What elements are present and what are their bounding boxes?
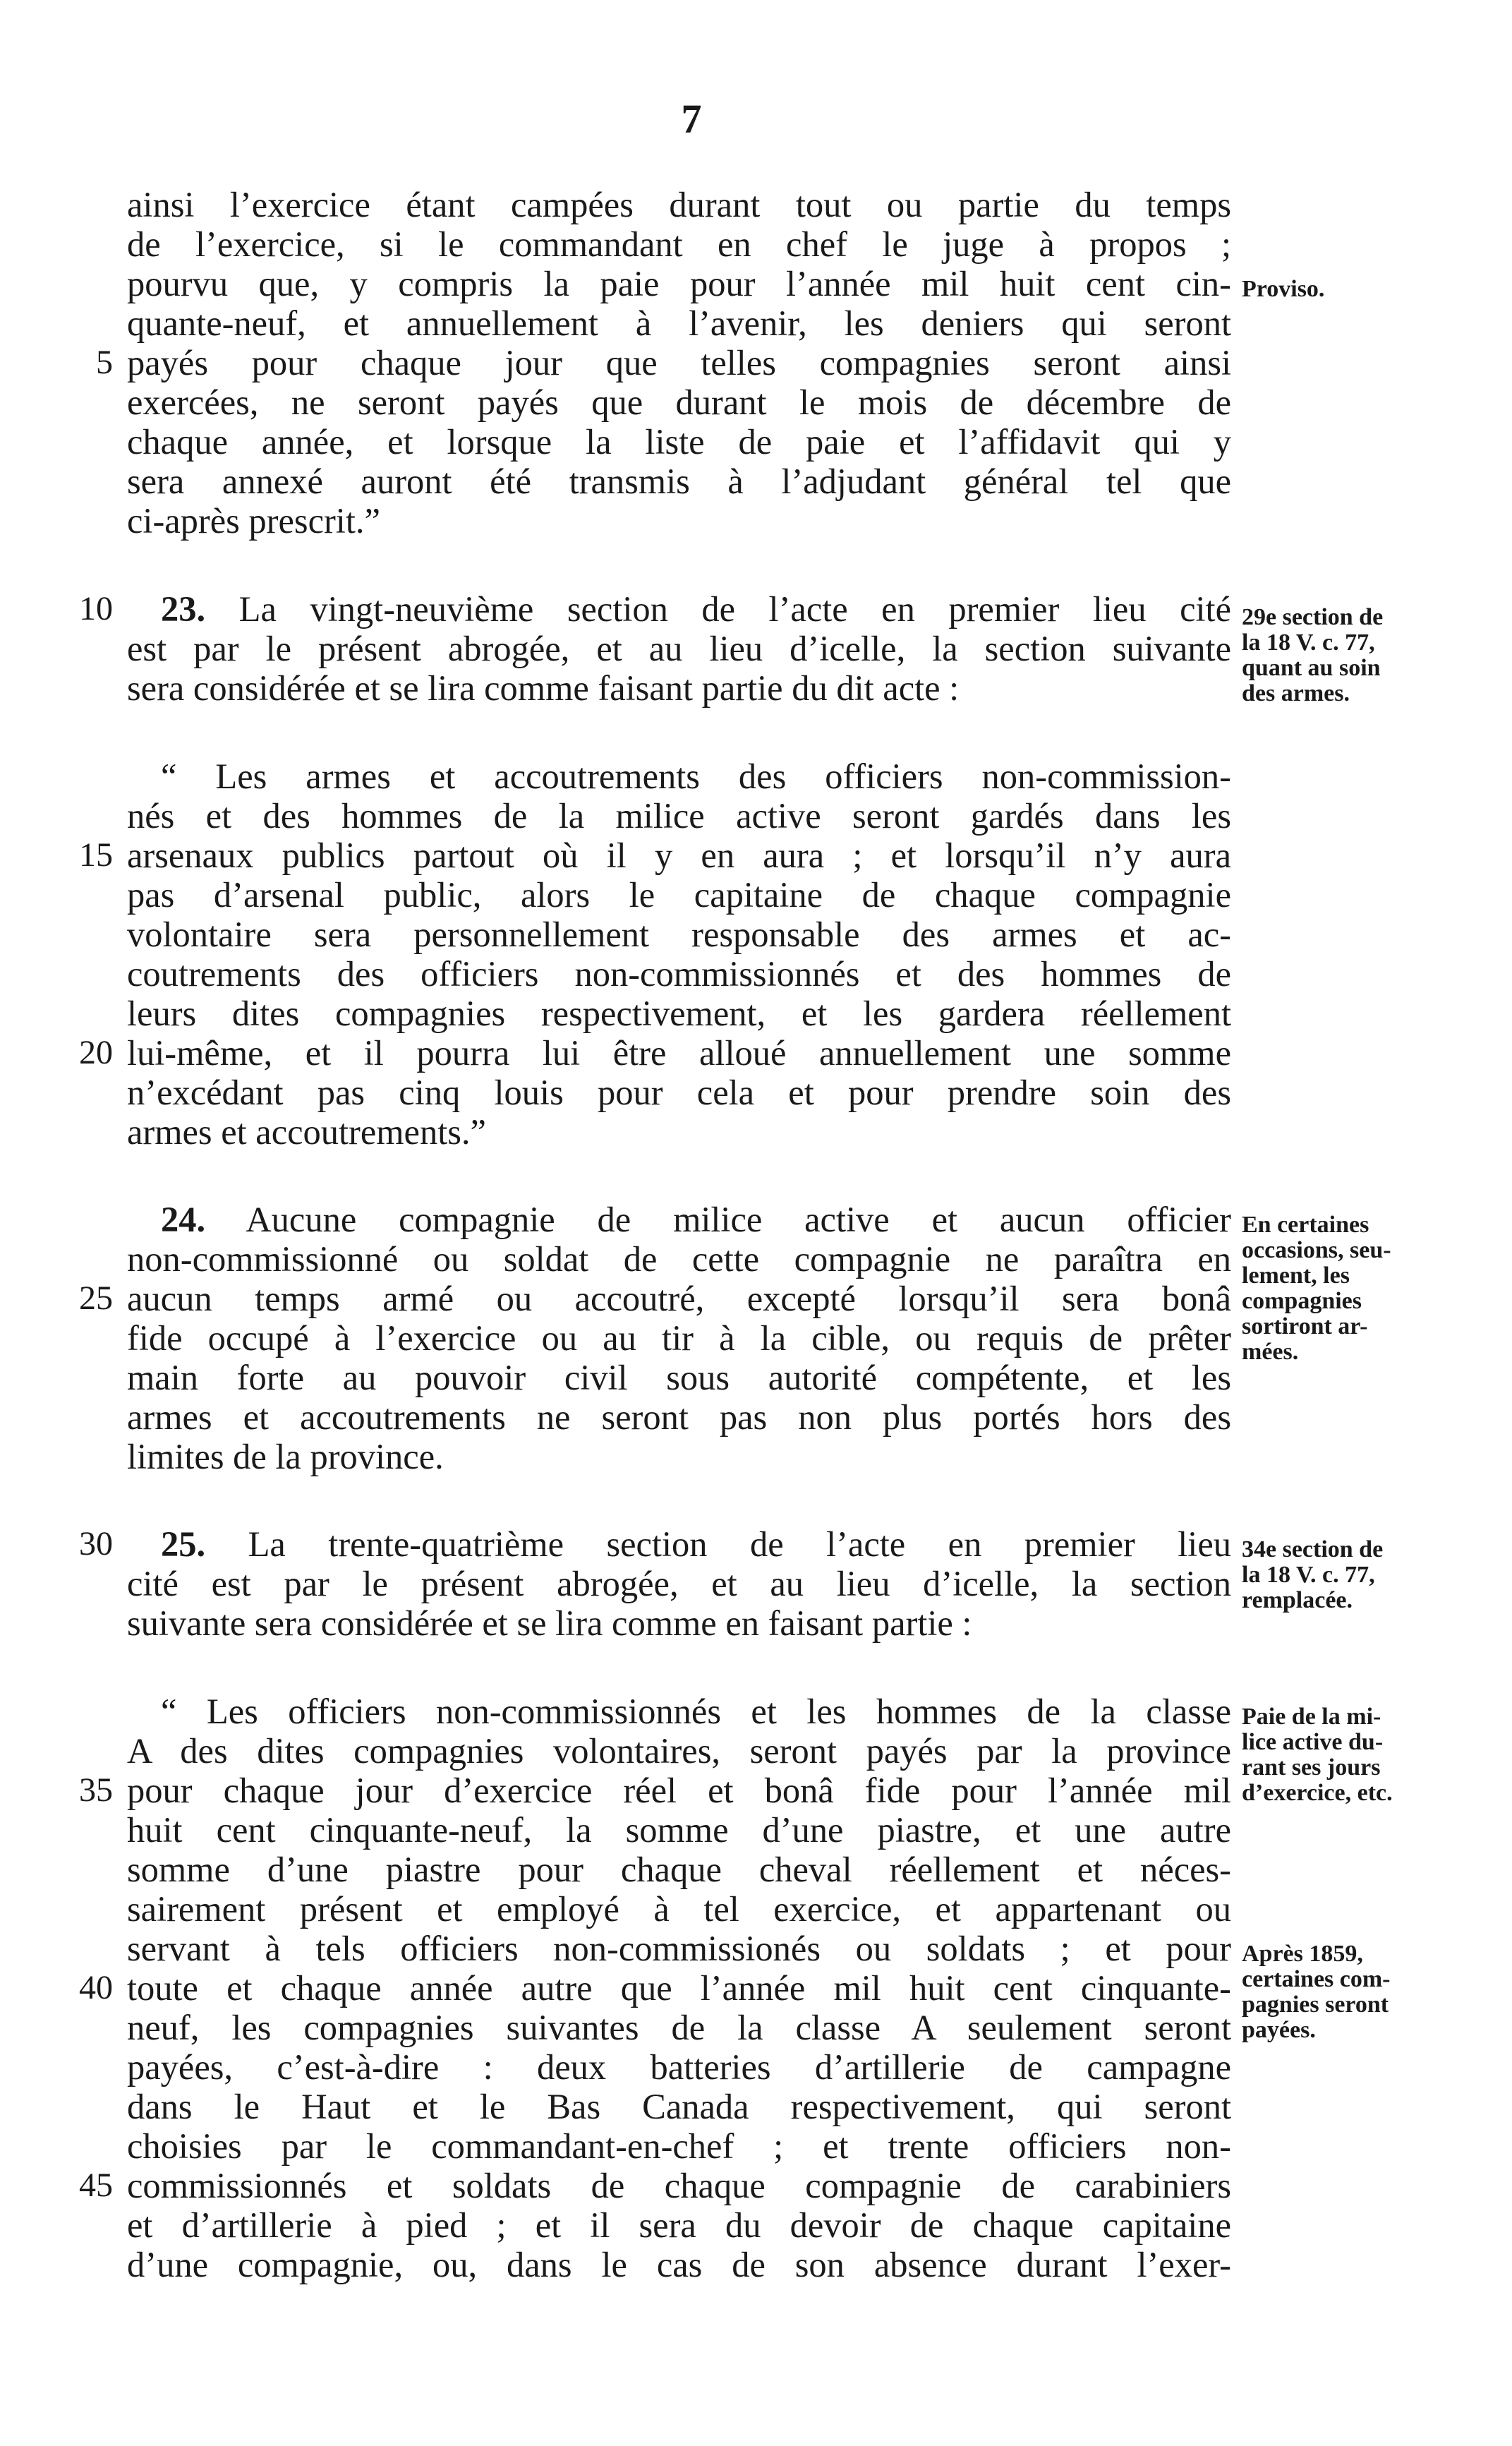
text-line: sera annexé auront été transmis à l’adjudant général tel que (127, 462, 1231, 501)
text-line: suivante sera considérée et se lira comme en faisant partie : (127, 1603, 972, 1643)
line-number: 10 (79, 590, 113, 627)
text-line: payés pour chaque jour que telles compagnies seront ainsi (127, 343, 1231, 382)
text-line: commissionnés et soldats de chaque compagnie de carabiniers (127, 2166, 1231, 2205)
margin-note-proviso (1242, 277, 1468, 302)
text-line: arsenaux publics partout où il y en aura ; et lorsqu’il n’y aura (127, 836, 1231, 875)
text-line: pourvu que, y compris la paie pour l’année mil huit cent cin- (127, 264, 1231, 303)
text-line: limites de la province. (127, 1437, 444, 1476)
margin-note-line: Proviso. (1242, 276, 1325, 302)
margin-note-line: Après 1859, (1242, 1941, 1363, 1967)
text-line: armes et accoutrements.” (127, 1112, 486, 1152)
margin-note-line: payées. (1242, 2017, 1316, 2043)
margin-note-line: sortiront ar- (1242, 1313, 1368, 1339)
quote-line: “ Les armes et accoutrements des officiers non-commission- (161, 757, 1231, 796)
text-line: huit cent cinquante-neuf, la somme d’une piastre, et une autre (127, 1810, 1231, 1850)
text-line: d’une compagnie, ou, dans le cas de son absence durant l’exer- (127, 2245, 1231, 2284)
section-23-line: 23. La vingt-neuvième section de l’acte en premier lieu cité (161, 589, 1231, 629)
text-line: payées, c’est-à-dire : deux batteries d’artillerie de campagne (127, 2047, 1231, 2087)
text-line: A des dites compagnies volontaires, seront payés par la province (127, 1731, 1231, 1771)
text-line: non-commissionné ou soldat de cette compagnie ne paraîtra en (127, 1239, 1231, 1279)
line-number: 20 (79, 1034, 113, 1071)
section-24-line: 24. Aucune compagnie de milice active et aucun officier (161, 1200, 1231, 1239)
line-number: 25 (79, 1279, 113, 1317)
margin-note-line: remplacée. (1242, 1587, 1353, 1613)
line-number: 15 (79, 836, 113, 874)
margin-note-pay (1242, 1704, 1468, 1806)
margin-note-line: la 18 V. c. 77, (1242, 1562, 1375, 1588)
section-number: 23. (161, 589, 206, 629)
margin-note-section-29 (1242, 605, 1468, 706)
text-line: est par le présent abrogée, et au lieu d’icelle, la section suivante (127, 629, 1231, 668)
text-line: aucun temps armé ou accoutré, excepté lorsqu’il sera bonâ (127, 1279, 1231, 1318)
margin-note-line: 34e section de (1242, 1536, 1384, 1562)
text-line: chaque année, et lorsque la liste de paie et l’affidavit qui y (127, 422, 1231, 462)
section-number: 25. (161, 1524, 206, 1564)
text-line: fide occupé à l’exercice ou au tir à la cible, ou requis de prêter (127, 1318, 1231, 1358)
text-line: somme d’une piastre pour chaque cheval réellement et néces- (127, 1850, 1231, 1889)
text-line: nés et des hommes de la milice active seront gardés dans les (127, 796, 1231, 836)
text-line: pas d’arsenal public, alors le capitaine de chaque compagnie (127, 875, 1231, 915)
text-line: cité est par le présent abrogée, et au lieu d’icelle, la section (127, 1564, 1231, 1603)
text-line: ainsi l’exercice étant campées durant tout ou partie du temps (127, 185, 1231, 224)
line-number: 5 (96, 344, 113, 381)
text-line: exercées, ne seront payés que durant le mois de décembre de (127, 382, 1231, 422)
text-line: et d’artillerie à pied ; et il sera du devoir de chaque capitaine (127, 2205, 1231, 2245)
line-number: 45 (79, 2167, 113, 2204)
text-line: dans le Haut et le Bas Canada respectivement, qui seront (127, 2087, 1231, 2126)
margin-note-line: certaines com- (1242, 1966, 1391, 1992)
text-line: toute et chaque année autre que l’année mil huit cent cinquante- (127, 1968, 1231, 2008)
margin-note-line: occasions, seu- (1242, 1237, 1391, 1263)
line-number: 30 (79, 1525, 113, 1562)
margin-note-after-1859 (1242, 1941, 1468, 2043)
margin-note-armed-occasions (1242, 1212, 1468, 1365)
margin-note-line: mées. (1242, 1339, 1299, 1365)
margin-note-line: 29e section de (1242, 604, 1384, 630)
text-line: main forte au pouvoir civil sous autorité compétente, et les (127, 1358, 1231, 1397)
text-line: servant à tels officiers non-commissionés ou soldats ; et pour (127, 1929, 1231, 1968)
quote-line: “ Les officiers non-commissionnés et les hommes de la classe (161, 1692, 1231, 1731)
text-line: ci-après prescrit.” (127, 501, 380, 541)
text-line: leurs dites compagnies respectivement, et les gardera réellement (127, 994, 1231, 1033)
margin-note-line: rant ses jours (1242, 1754, 1381, 1781)
text-line: sera considérée et se lira comme faisant partie du dit acte : (127, 668, 960, 708)
margin-note-line: quant au soin (1242, 655, 1381, 681)
margin-note-line: des armes. (1242, 680, 1350, 706)
text-line: quante-neuf, et annuellement à l’avenir, les deniers qui seront (127, 303, 1231, 343)
margin-note-line: pagnies seront (1242, 1992, 1389, 2018)
margin-note-line: d’exercice, etc. (1242, 1780, 1393, 1806)
margin-note-line: Paie de la mi- (1242, 1704, 1381, 1730)
text-line: volontaire sera personnellement responsable des armes et ac- (127, 915, 1231, 954)
text-line: pour chaque jour d’exercice réel et bonâ fide pour l’année mil (127, 1771, 1231, 1810)
margin-note-section-34 (1242, 1537, 1468, 1613)
text-line: n’excédant pas cinq louis pour cela et pour prendre soin des (127, 1073, 1231, 1112)
margin-note-line: compagnies (1242, 1288, 1362, 1314)
margin-note-line: lice active du- (1242, 1729, 1384, 1755)
margin-note-line: lement, les (1242, 1263, 1350, 1289)
section-25-line: 25. La trente-quatrième section de l’acte en premier lieu (161, 1524, 1231, 1564)
text-line: neuf, les compagnies suivantes de la classe A seulement seront (127, 2008, 1231, 2047)
text-line: lui-même, et il pourra lui être alloué annuellement une somme (127, 1033, 1231, 1073)
line-number: 40 (79, 1969, 113, 2006)
page-number: 7 (681, 96, 702, 142)
text-line: coutrements des officiers non-commissionnés et des hommes de (127, 954, 1231, 994)
text-line: de l’exercice, si le commandant en chef le juge à propos ; (127, 224, 1231, 264)
text-line: sairement présent et employé à tel exercice, et appartenant ou (127, 1889, 1231, 1929)
section-number: 24. (161, 1200, 206, 1239)
text-line: armes et accoutrements ne seront pas non plus portés hors des (127, 1397, 1231, 1437)
line-number: 35 (79, 1771, 113, 1809)
margin-note-line: la 18 V. c. 77, (1242, 629, 1375, 656)
text-line: choisies par le commandant-en-chef ; et trente officiers non- (127, 2126, 1231, 2166)
margin-note-line: En certaines (1242, 1212, 1369, 1238)
